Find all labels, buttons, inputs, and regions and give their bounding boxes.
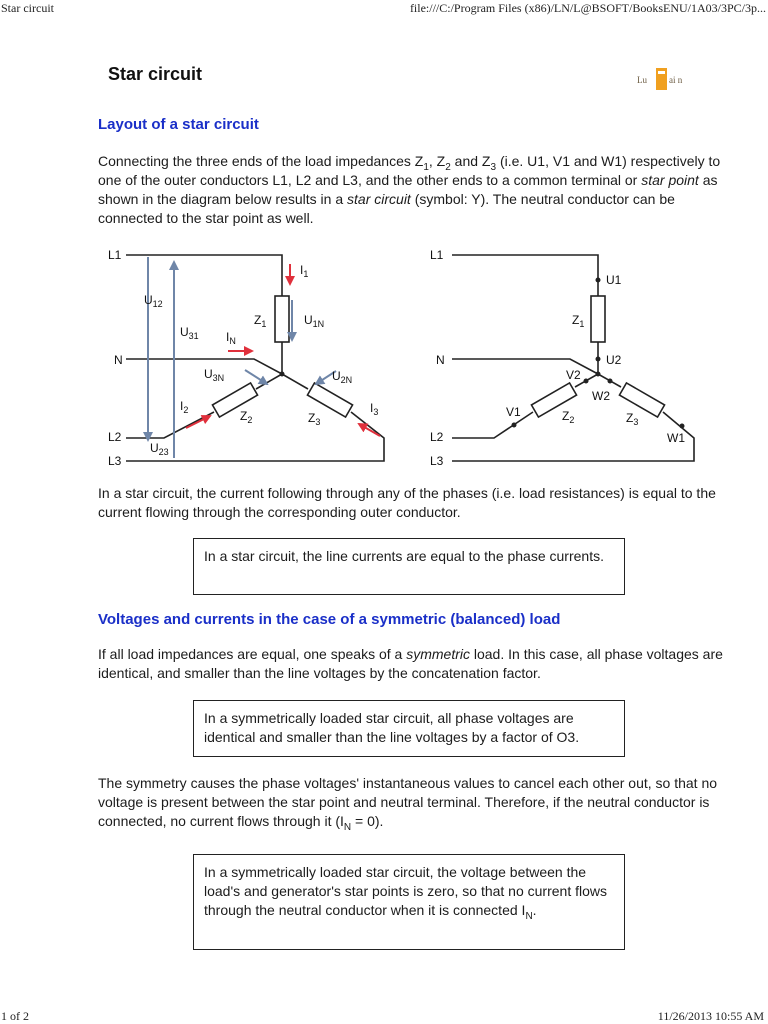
- label-U2: U2: [606, 353, 622, 367]
- star-circuit-diagram: [104, 240, 704, 470]
- file-url[interactable]: file:///C:/Program Files (x86)/LN/L@BSOFT/BooksENU/1A03/3PC/3p...: [409, 1, 766, 15]
- phase-voltage-note-box: In a symmetrically loaded star circuit, all phase voltages are identical and smaller than the line voltages by a factor of O3.: [193, 700, 625, 757]
- page-tab-title: Star circuit: [1, 1, 54, 15]
- star-point-note-box: In a symmetrically loaded star circuit, the voltage between the load's and generator's star points is zero, so that no current flows through the neutral conductor when it is connected $I_N$.: [193, 854, 625, 950]
- line-current-paragraph: In a star circuit, the current following through any of the phases (i.e. load resistances) is equal to the current flowing through the corresponding outer conductor.: [98, 485, 716, 520]
- left-voltage-arrows: [148, 257, 336, 458]
- label-V1: V1: [506, 405, 521, 419]
- label-right-L1: L1: [430, 248, 444, 262]
- label-U1N: $U_{1N}$: [304, 313, 325, 329]
- label-I2: $I_2$: [180, 399, 189, 415]
- symmetric-load-paragraph: If all load impedances are equal, one speaks of a symmetric load. In this case, all phase voltages are identical, and smaller than the line voltages by the concatenation factor.: [98, 646, 723, 681]
- label-U23: $U_{23}$: [150, 441, 169, 457]
- label-Z3: $Z_3$: [308, 411, 321, 427]
- left-star-diagram: [126, 255, 384, 461]
- label-right-Z2: $Z_2$: [562, 409, 575, 425]
- label-I3: $I_3$: [370, 401, 379, 417]
- lucas-nuelle-logo: [636, 66, 702, 92]
- label-Z2: $Z_2$: [240, 409, 253, 425]
- label-right-L2: L2: [430, 430, 444, 444]
- label-L2: L2: [108, 430, 122, 444]
- intro-paragraph: Connecting the three ends of the load impedances $Z_1$, $Z_2$ and $Z_3$ (i.e. U1, V1 and W1) respectively to one of the outer conductors L1, L2 and L3, and the other ends to a common terminal or star point as shown in the diagram below results in a star circuit (symbol: Y). The neutral conductor can be connected to the star point as well.: [98, 153, 721, 226]
- label-U1: U1: [606, 273, 622, 287]
- left-diagram-terminal-dots: [280, 372, 285, 377]
- right-diagram-labels: [430, 248, 685, 468]
- label-V2: V2: [566, 368, 581, 382]
- label-right-N: N: [436, 353, 445, 367]
- label-N: N: [114, 353, 123, 367]
- print-header: [0, 0, 768, 16]
- label-L1: L1: [108, 248, 122, 262]
- label-W1: W1: [667, 431, 685, 445]
- label-W2: W2: [592, 389, 610, 403]
- label-Z1: $Z_1$: [254, 313, 267, 329]
- section-heading-voltages: Voltages and currents in the case of a symmetric (balanced) load: [98, 611, 561, 628]
- print-timestamp: 11/26/2013 10:55 AM: [657, 1009, 764, 1023]
- label-U2N: $U_{2N}$: [332, 369, 353, 385]
- right-star-diagram: [452, 255, 694, 461]
- label-U12: $U_{12}$: [144, 293, 163, 309]
- neutral-current-paragraph: The symmetry causes the phase voltages' instantaneous values to cancel each other out, so that no voltage is present between the star point and neutral terminal. Therefore, if the neutral conductor is connected, no current flows through it $(I_N = 0)$.: [98, 775, 718, 833]
- page-count: 1 of 2: [1, 1009, 29, 1023]
- label-L3: L3: [108, 454, 122, 468]
- page-title: Star circuit: [108, 64, 203, 84]
- label-U3N: $U_{3N}$: [204, 367, 225, 383]
- label-I1: $I_1$: [300, 263, 309, 279]
- label-right-L3: L3: [430, 454, 444, 468]
- svg-text:Lu: Lu: [637, 75, 647, 85]
- section-heading-layout: Layout of a star circuit: [98, 116, 259, 133]
- print-footer: [0, 1008, 768, 1024]
- label-right-Z1: $Z_1$: [572, 313, 585, 329]
- line-current-note-box: In a star circuit, the line currents are equal to the phase currents.: [193, 538, 625, 595]
- svg-text:ai n: ai n: [669, 75, 683, 85]
- label-right-Z3: $Z_3$: [626, 411, 639, 427]
- label-U31: $U_{31}$: [180, 325, 199, 341]
- label-IN: $I_N$: [226, 330, 236, 346]
